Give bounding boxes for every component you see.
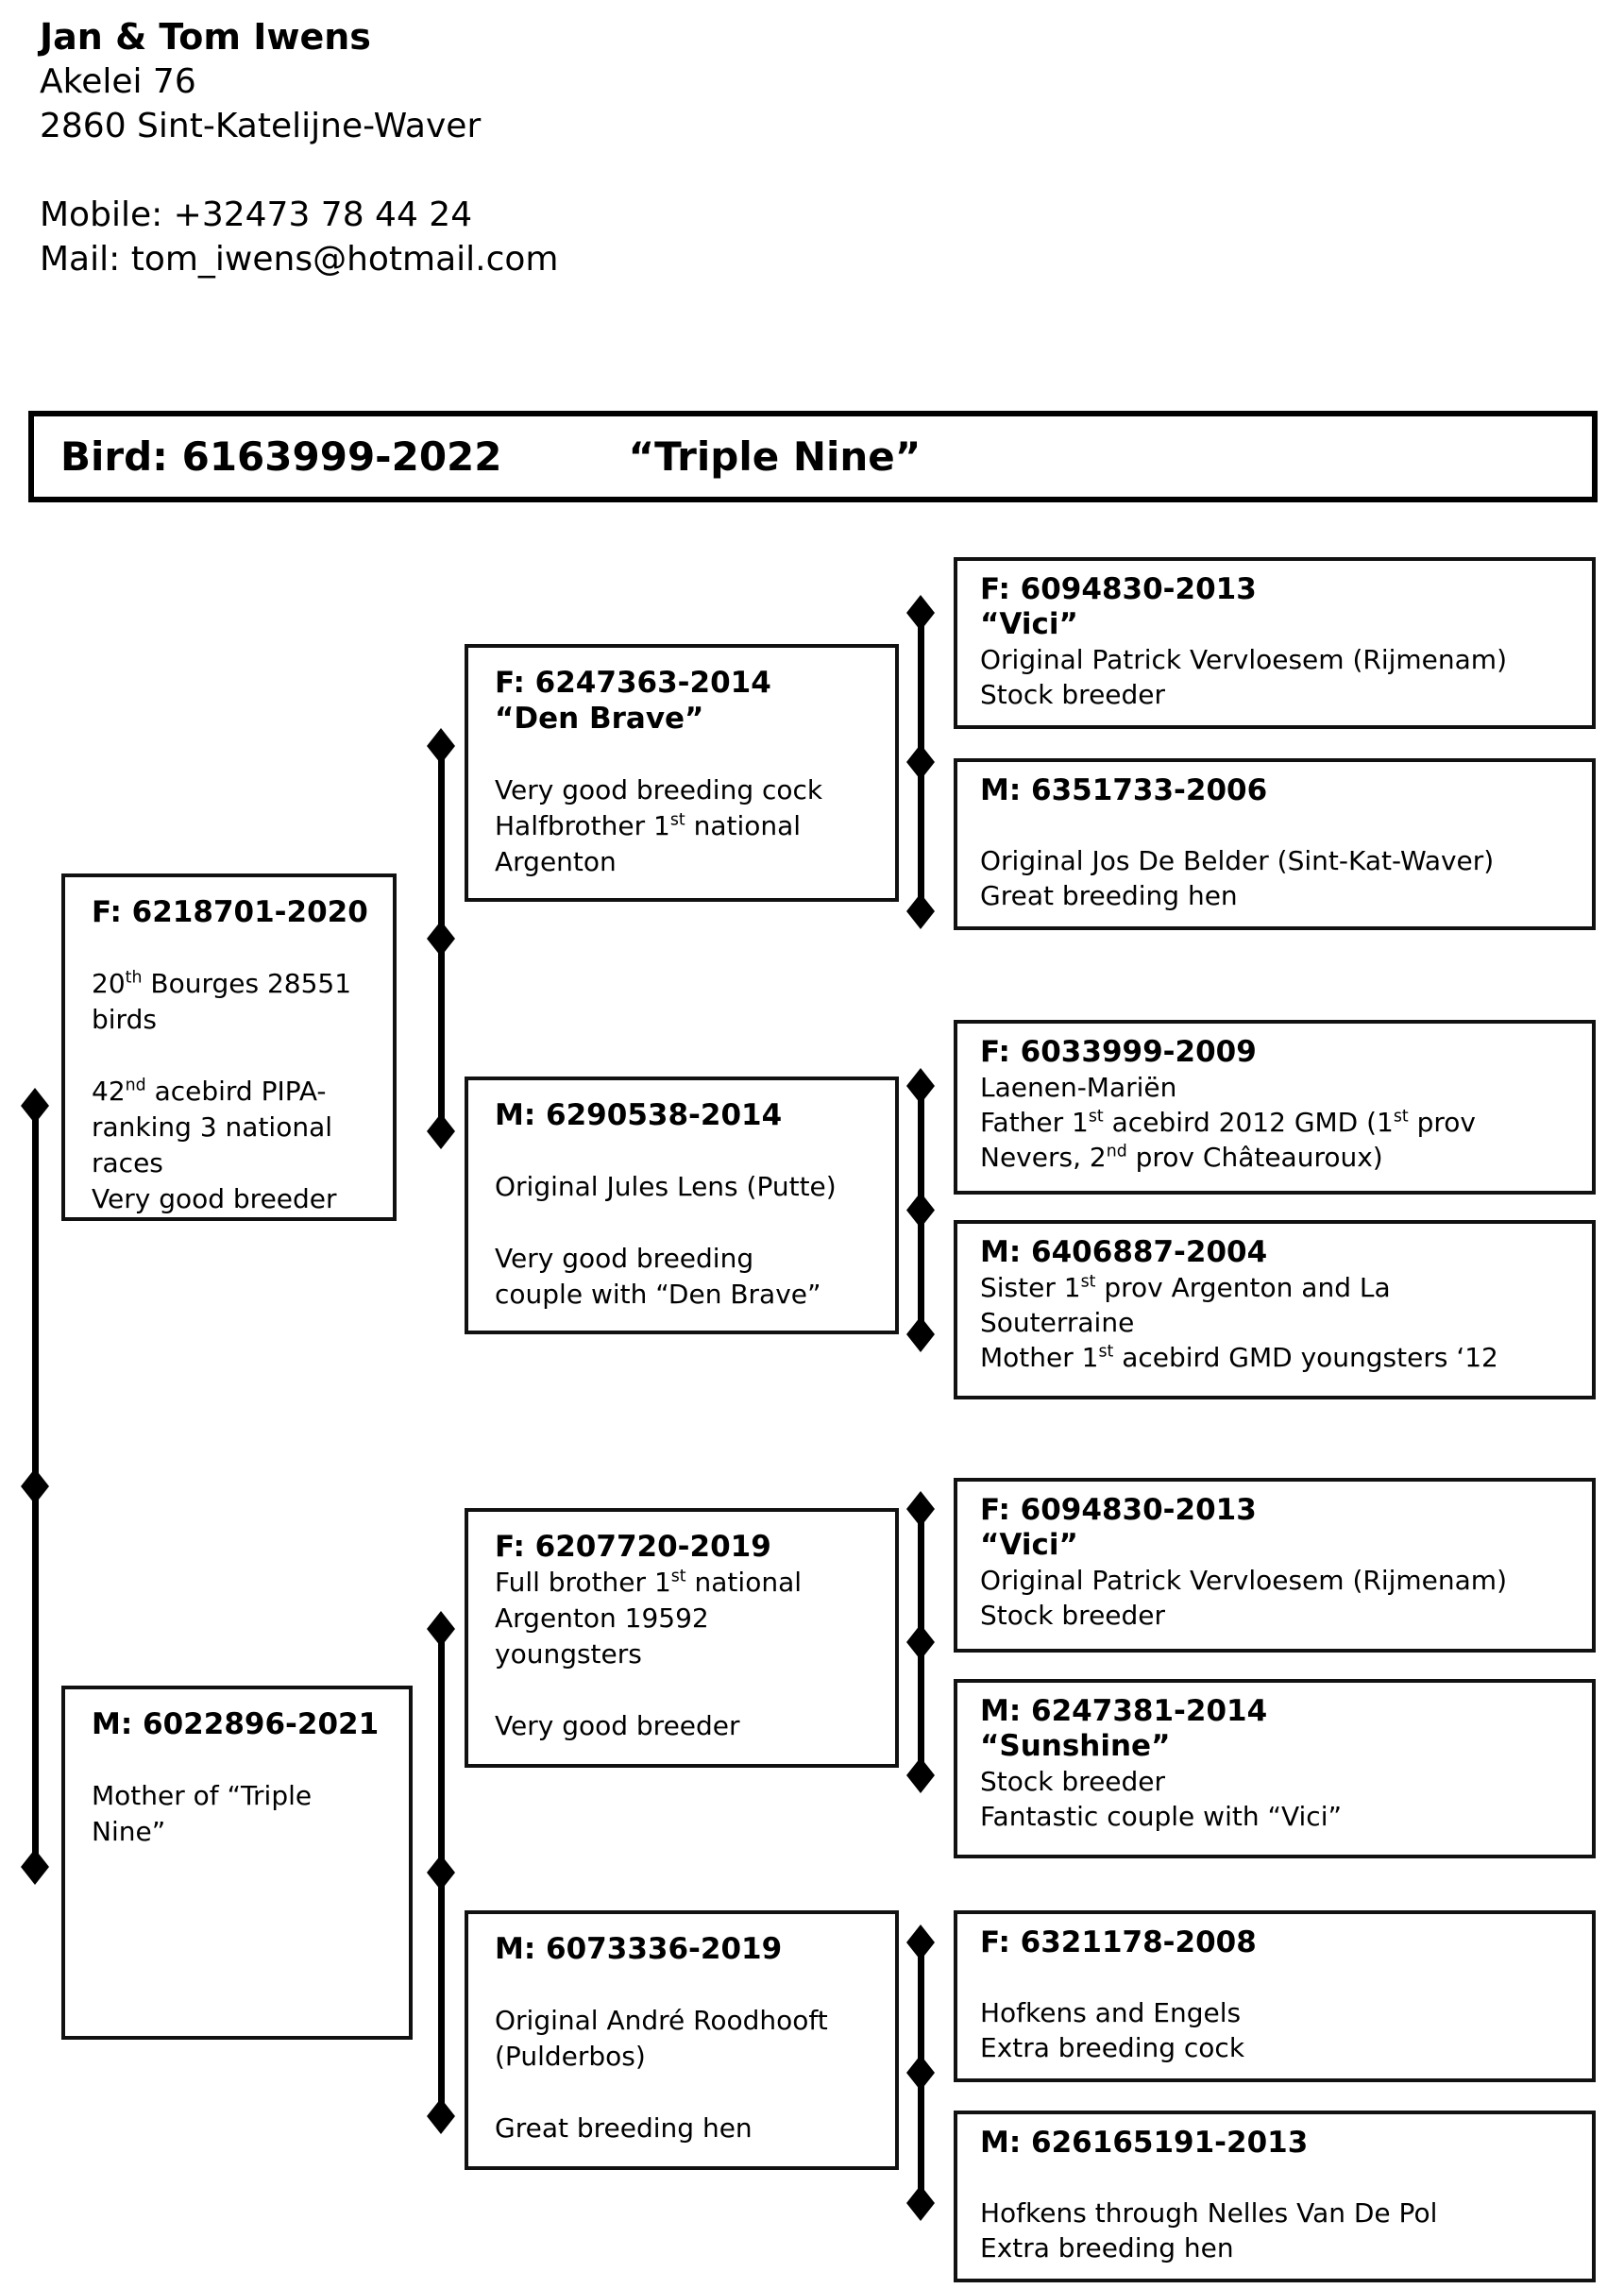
text-line [495, 1672, 886, 1708]
box-sire-dam [465, 1077, 899, 1334]
diamond-icon [906, 893, 935, 929]
contact-line: Mobile: +32473 78 44 24 [40, 195, 473, 234]
contact-line [40, 148, 559, 193]
text-line: Souterraine [980, 1307, 1135, 1338]
text-line: F: 6094830-2013 [980, 572, 1257, 606]
bird-name: “Triple Nine” [628, 433, 922, 480]
diamond-icon [427, 1855, 455, 1891]
text-line: Nevers, 2nd prov Châteauroux) [980, 1142, 1383, 1173]
text-line [92, 1742, 399, 1778]
box-sire [61, 873, 397, 1221]
box-dam-sire [465, 1508, 899, 1768]
text-line: Stock breeder [980, 1600, 1166, 1631]
text-line: Original Jules Lens (Putte) [495, 1171, 837, 1202]
text-line: M: 6406887-2004 [980, 1235, 1268, 1269]
text-line: Extra breeding hen [980, 2232, 1234, 2264]
text-line: Great breeding hen [495, 2112, 753, 2144]
text-line: Mother of “Triple [92, 1780, 313, 1811]
contact-block [40, 15, 559, 281]
text-line: Mother 1st acebird GMD youngsters ‘12 [980, 1342, 1498, 1373]
text-line: Argenton 19592 [495, 1602, 709, 1634]
text-line: M: 6022896-2021 [92, 1707, 380, 1741]
contact-line: Akelei 76 [40, 62, 196, 101]
diamond-icon [906, 1316, 935, 1352]
text-line: Original André Roodhooft [495, 2005, 828, 2036]
text-line: M: 6073336-2019 [495, 1932, 783, 1966]
text-line: youngsters [495, 1638, 642, 1670]
text-line: ranking 3 national [92, 1111, 333, 1143]
text-line: Very good breeding [495, 1243, 754, 1274]
text-line [92, 930, 383, 966]
diamond-icon [427, 728, 455, 764]
contact-line: Mail: tom_iwens@hotmail.com [40, 240, 559, 279]
diamond-icon [427, 921, 455, 957]
text-line: Fantastic couple with “Vici” [980, 1801, 1342, 1832]
diamond-icon [21, 1849, 49, 1885]
text-line: Father 1st acebird 2012 GMD (1st prov [980, 1107, 1477, 1138]
diamond-icon [906, 2055, 935, 2091]
text-line: Laenen-Mariën [980, 1072, 1177, 1103]
diamond-icon [906, 744, 935, 780]
bird-ring-number: Bird: 6163999-2022 [60, 433, 502, 480]
diamond-icon [427, 2098, 455, 2134]
text-line: Nine” [92, 1816, 166, 1847]
text-line: Very good breeder [495, 1710, 740, 1741]
text-line: F: 6033999-2009 [980, 1035, 1257, 1069]
text-line [495, 2075, 886, 2111]
text-line: Original Patrick Vervloesem (Rijmenam) [980, 644, 1507, 675]
diamond-icon [906, 1924, 935, 1960]
text-line: F: 6094830-2013 [980, 1493, 1257, 1527]
text-line: (Pulderbos) [495, 2041, 646, 2072]
box-dam-sire-sire [954, 1478, 1596, 1653]
text-line: 20th Bourges 28551 [92, 968, 352, 999]
text-line: races [92, 1147, 163, 1178]
text-line: Hofkens and Engels [980, 1997, 1242, 2028]
text-line: F: 6321178-2008 [980, 1925, 1257, 1959]
text-line: couple with “Den Brave” [495, 1279, 821, 1310]
text-line [495, 1205, 886, 1241]
text-line: “Den Brave” [495, 702, 704, 736]
box-dam-dam [465, 1910, 899, 2170]
bird-title-bar [28, 411, 1598, 502]
text-line [495, 1133, 886, 1169]
diamond-icon [427, 1113, 455, 1149]
diamond-icon [21, 1088, 49, 1124]
text-line: M: 6247381-2014 [980, 1694, 1268, 1728]
text-line: birds [92, 1004, 157, 1035]
box-sire-sire-sire [954, 557, 1596, 729]
diamond-icon [906, 1193, 935, 1229]
text-line: Very good breeding cock [495, 774, 823, 805]
diamond-icon [906, 1757, 935, 1793]
box-dam-sire-dam [954, 1679, 1596, 1858]
text-line: Original Jos De Belder (Sint-Kat-Waver) [980, 845, 1495, 876]
box-sire-dam-dam [954, 1220, 1596, 1399]
text-line [495, 737, 886, 772]
text-line: M: 626165191-2013 [980, 2126, 1309, 2160]
text-line: F: 6218701-2020 [92, 895, 368, 929]
box-sire-dam-sire [954, 1020, 1596, 1195]
text-line: Hofkens through Nelles Van De Pol [980, 2197, 1438, 2229]
text-line: Full brother 1st national [495, 1567, 803, 1598]
box-sire-sire [465, 644, 899, 902]
text-line: Stock breeder [980, 1766, 1166, 1797]
text-line: Very good breeder [92, 1183, 337, 1214]
box-dam [61, 1686, 413, 2040]
text-line: Original Patrick Vervloesem (Rijmenam) [980, 1565, 1507, 1596]
box-dam-dam-sire [954, 1910, 1596, 2082]
text-line: Stock breeder [980, 679, 1166, 710]
text-line: “Sunshine” [980, 1729, 1171, 1763]
text-line: Great breeding hen [980, 880, 1238, 911]
box-dam-dam-dam [954, 2111, 1596, 2282]
text-line: 42nd acebird PIPA- [92, 1076, 327, 1107]
diamond-icon [21, 1468, 49, 1504]
text-line: M: 6351733-2006 [980, 773, 1268, 807]
text-line [980, 808, 1584, 843]
diamond-icon [906, 595, 935, 631]
text-line [980, 2161, 1584, 2196]
text-line: Sister 1st prov Argenton and La [980, 1272, 1391, 1303]
text-line: “Vici” [980, 1528, 1078, 1562]
diamond-icon [906, 2185, 935, 2221]
text-line: Extra breeding cock [980, 2032, 1245, 2063]
text-line: M: 6290538-2014 [495, 1098, 783, 1132]
diamond-icon [906, 1491, 935, 1527]
text-line: Argenton [495, 846, 617, 877]
diamond-icon [906, 1068, 935, 1104]
text-line: Halfbrother 1st national [495, 810, 802, 841]
diamond-icon [906, 1624, 935, 1660]
text-line [92, 1038, 383, 1074]
contact-line: 2860 Sint-Katelijne-Waver [40, 107, 482, 145]
text-line: F: 6207720-2019 [495, 1530, 771, 1564]
text-line [980, 1960, 1584, 1995]
text-line [495, 1967, 886, 2003]
box-sire-sire-dam [954, 758, 1596, 930]
contact-line: Jan & Tom Iwens [40, 16, 371, 58]
diamond-icon [427, 1611, 455, 1647]
text-line: F: 6247363-2014 [495, 666, 771, 700]
text-line: “Vici” [980, 607, 1078, 641]
